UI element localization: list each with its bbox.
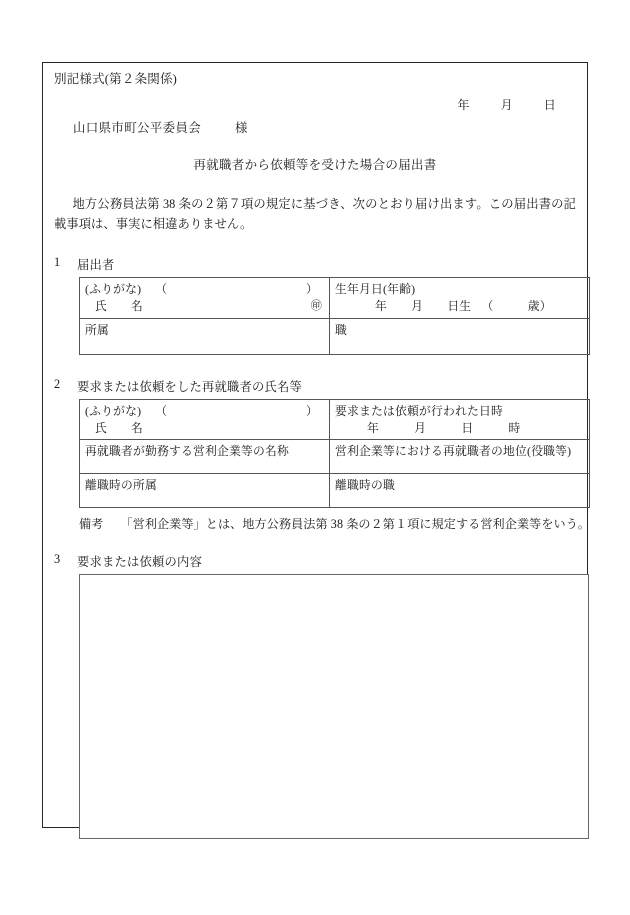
request-datetime-row xyxy=(335,420,584,437)
reemployed-name-cell[interactable] xyxy=(80,399,330,440)
declarant-name-cell[interactable] xyxy=(80,278,330,319)
date-year-label: 年 xyxy=(457,97,470,112)
furigana-paren-close: ） xyxy=(306,282,318,297)
request-day-label: 日 xyxy=(461,420,474,435)
furigana-label: (ふりがな) xyxy=(85,403,142,418)
request-year-label: 年 xyxy=(367,420,379,435)
date-day-label: 日 xyxy=(543,97,556,112)
intro-line-1: 地方公務員法第 38 条の２第７項の規定に基づき、次のとおり届け出ます。この届出書の記載事 xyxy=(54,196,576,231)
table-row xyxy=(80,474,590,508)
name-label-mei: 名 xyxy=(131,420,143,435)
table-row xyxy=(80,399,590,440)
reemployed-name-row xyxy=(85,420,324,437)
date-line xyxy=(54,96,576,113)
name-label-shi: 氏 xyxy=(95,299,107,314)
seal-icon: ㊞ xyxy=(310,299,322,312)
section-3-number: 3 xyxy=(54,552,61,567)
reemployed-furigana-row xyxy=(85,403,324,420)
date-month-label: 月 xyxy=(500,97,513,112)
company-name-cell[interactable] xyxy=(80,440,330,474)
former-affiliation-label: 離職時の所属 xyxy=(85,478,157,493)
company-post-cell[interactable] xyxy=(330,440,590,474)
declarant-furigana-row xyxy=(85,281,324,298)
table-row xyxy=(80,278,590,319)
declarant-table xyxy=(79,277,590,355)
request-hour-label: 時 xyxy=(508,420,521,435)
request-datetime-cell[interactable] xyxy=(330,399,590,440)
remarks-text: 「営利企業等」とは、地方公務員法第 38 条の２第１項に規定する営利企業等をいう。 xyxy=(120,517,591,532)
section-1-heading xyxy=(54,255,576,273)
reemployed-person-table xyxy=(79,399,590,509)
declarant-affiliation-cell[interactable] xyxy=(80,318,330,354)
remarks-label: 備考 xyxy=(79,517,104,532)
document-title: 再就職者から依頼等を受けた場合の届出書 xyxy=(193,157,437,172)
name-label-mei: 名 xyxy=(131,299,143,314)
form-page-content xyxy=(43,63,591,827)
declarant-dob-cell[interactable] xyxy=(330,278,590,319)
request-content-box[interactable] xyxy=(79,574,589,839)
section-2-heading xyxy=(54,377,576,395)
affiliation-label: 所属 xyxy=(85,322,109,337)
dob-day-label: 日生 xyxy=(447,299,472,314)
request-datetime-header: 要求または依頼が行われた日時 xyxy=(335,403,503,418)
addressee-honorific: 様 xyxy=(235,120,248,135)
furigana-paren-open: （ xyxy=(155,403,168,418)
addressee-line xyxy=(54,118,576,136)
section-1-number: 1 xyxy=(54,255,61,270)
addressee-name: 山口県市町公平委員会 xyxy=(73,120,202,135)
request-month-label: 月 xyxy=(414,420,427,435)
former-position-cell[interactable] xyxy=(330,474,590,508)
dob-month-label: 月 xyxy=(411,299,424,314)
dob-year-label: 年 xyxy=(375,299,387,314)
dob-entry-row xyxy=(335,298,584,315)
remarks-note xyxy=(79,515,591,532)
position-label: 職 xyxy=(335,322,347,337)
company-post-label: 営利企業等における再就職者の地位(役職等) xyxy=(335,444,572,459)
furigana-paren-close: ） xyxy=(306,403,318,418)
intro-paragraph xyxy=(54,195,576,235)
section-3-title: 要求または依頼の内容 xyxy=(77,555,202,570)
declarant-name-row xyxy=(85,298,324,315)
table-row xyxy=(80,440,590,474)
section-1-title: 届出者 xyxy=(77,258,115,273)
form-code-label: 別記様式(第２条関係) xyxy=(54,72,178,86)
dob-header-label: 生年月日(年齢) xyxy=(335,282,416,297)
form-page-frame xyxy=(42,62,591,828)
section-2-number: 2 xyxy=(54,376,61,391)
section-3-heading xyxy=(54,552,576,570)
intro-line-2: 項は、事実に相違ありません。 xyxy=(78,216,253,231)
dob-age-paren-open: （ xyxy=(481,299,494,314)
dob-age-unit-label: 歳） xyxy=(527,299,552,314)
furigana-label: (ふりがな) xyxy=(85,282,142,297)
table-row xyxy=(80,318,590,354)
former-affiliation-cell[interactable] xyxy=(80,474,330,508)
declarant-position-cell[interactable] xyxy=(330,318,590,354)
former-position-label: 離職時の職 xyxy=(335,478,395,493)
section-2-title: 要求または依頼をした再就職者の氏名等 xyxy=(77,379,302,394)
furigana-paren-open: （ xyxy=(155,282,168,297)
name-label-shi: 氏 xyxy=(95,420,107,435)
company-name-label: 再就職者が勤務する営利企業等の名称 xyxy=(85,444,289,459)
